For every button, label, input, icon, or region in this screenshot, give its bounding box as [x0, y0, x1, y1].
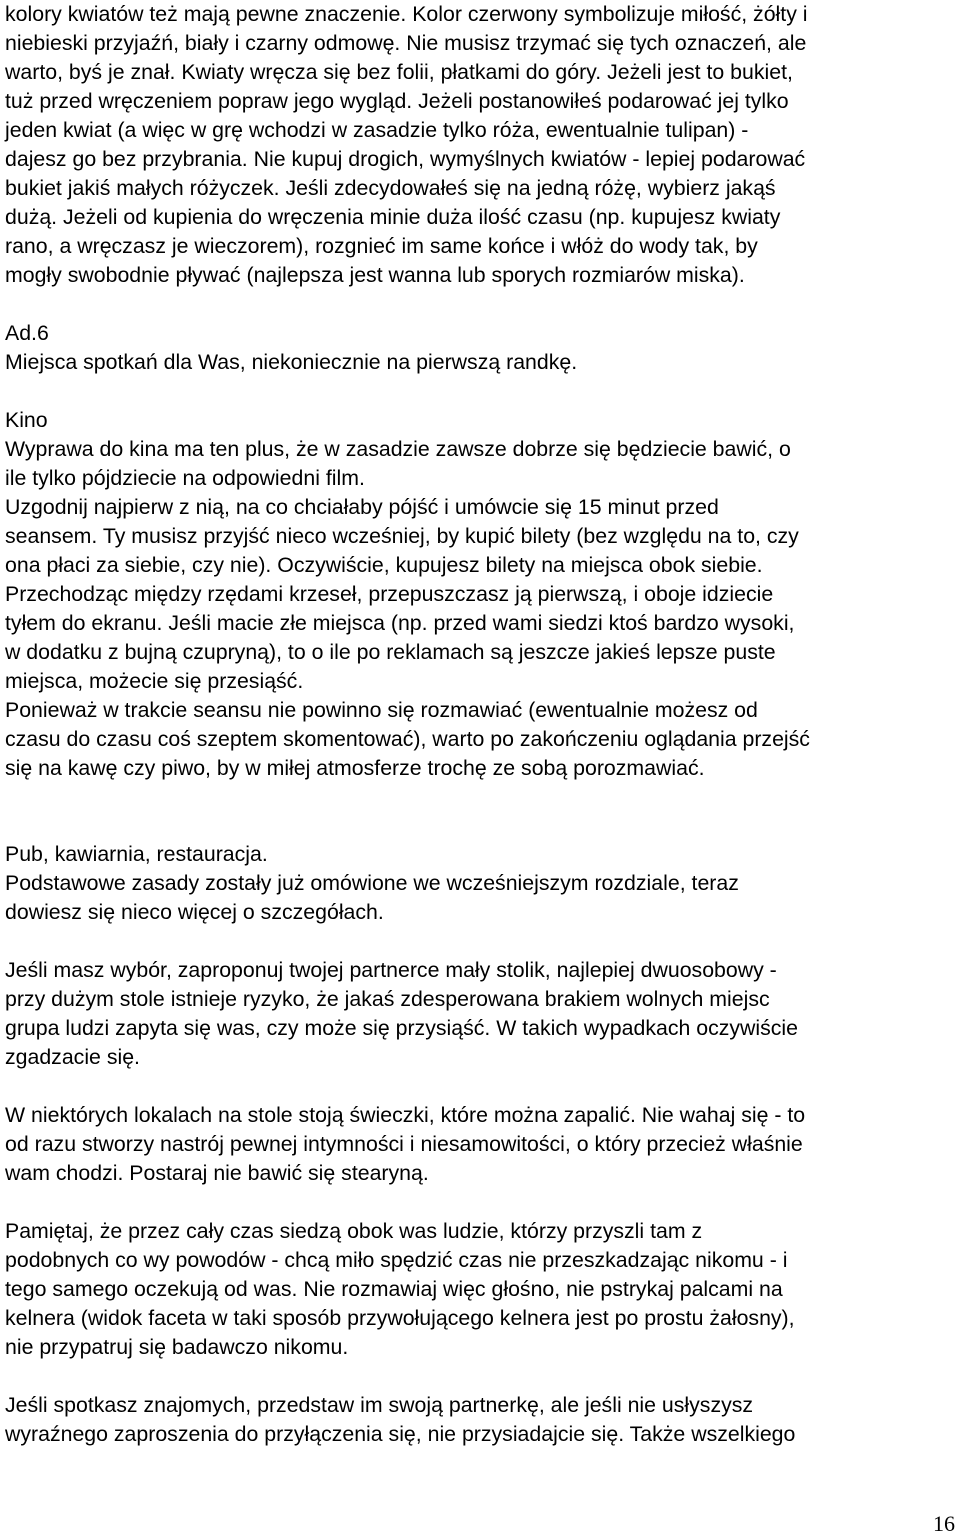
text-line: się na kawę czy piwo, by w miłej atmosferze trochę ze sobą porozmawiać. [5, 756, 705, 780]
text-line: grupa ludzi zapyta się was, czy może się przysiąść. W takich wypadkach oczywiście [5, 1016, 799, 1040]
text-line: jeden kwiat (a więc w grę wchodzi w zasadzie tylko róża, ewentualnie tulipan) - [5, 118, 749, 142]
text-line: Podstawowe zasady zostały już omówione we wcześniejszym rozdziale, teraz [5, 871, 739, 895]
text-line: dużą. Jeżeli od kupienia do wręczenia minie duża ilość czasu (np. kupujesz kwiaty [5, 205, 781, 229]
text-line: kelnera (widok faceta w taki sposób przywołującego kelnera jest po prostu żałosny), [5, 1306, 795, 1330]
paragraph-gap [5, 826, 955, 840]
section-number: Ad.6 [5, 321, 49, 345]
friends-paragraph [5, 1391, 955, 1449]
text-line: w dodatku z bujną czupryną), to o ile po reklamach są jeszcze jakieś lepsze puste [5, 640, 776, 664]
text-line: Jeśli masz wybór, zaproponuj twojej partnerce mały stolik, najlepiej dwuosobowy - [5, 958, 777, 982]
text-line: wyraźnego zaproszenia do przyłączenia się, nie przysiadajcie się. Także wszelkiego [5, 1422, 796, 1446]
pub-section [5, 840, 955, 927]
paragraph-gap [5, 783, 955, 826]
section-title: Miejsca spotkań dla Was, niekoniecznie na pierwszą randkę. [5, 350, 578, 374]
text-line: nie przypatruj się badawczo nikomu. [5, 1335, 349, 1359]
subsection-title: Pub, kawiarnia, restauracja. [5, 842, 268, 866]
text-line: mogły swobodnie pływać (najlepsza jest wanna lub sporych rozmiarów miska). [5, 263, 745, 287]
document-page [5, 0, 955, 1449]
text-line: podobnych co wy powodów - chcą miło spędzić czas nie przeszkadzając nikomu - i [5, 1248, 788, 1272]
text-line: Wyprawa do kina ma ten plus, że w zasadzie zawsze dobrze się będziecie bawić, o [5, 437, 791, 461]
people-paragraph [5, 1217, 955, 1362]
text-line: czasu do czasu coś szeptem skomentować), warto po zakończeniu oglądania przejść [5, 727, 810, 751]
text-line: Jeśli spotkasz znajomych, przedstaw im swoją partnerkę, ale jeśli nie usłyszysz [5, 1393, 754, 1417]
section-ad6 [5, 319, 955, 377]
text-line: zgadzacie się. [5, 1045, 140, 1069]
text-line: rano, a wręczasz je wieczorem), rozgnieć im same końce i włóż do wody tak, by [5, 234, 758, 258]
text-line: tego samego oczekują od was. Nie rozmawiaj więc głośno, nie pstrykaj palcami na [5, 1277, 783, 1301]
text-line: tyłem do ekranu. Jeśli macie złe miejsca (np. przed wami siedzi ktoś bardzo wysoki, [5, 611, 795, 635]
text-line: miejsca, możecie się przesiąść. [5, 669, 304, 693]
text-line: W niektórych lokalach na stole stoją świeczki, które można zapalić. Nie wahaj się - to [5, 1103, 806, 1127]
paragraph-gap [5, 927, 955, 956]
text-line: Przechodząc między rzędami krzeseł, przepuszczasz ją pierwszą, i oboje idziecie [5, 582, 774, 606]
text-line: Uzgodnij najpierw z nią, na co chciałaby pójść i umówcie się 15 minut przed [5, 495, 719, 519]
text-line: Ponieważ w trakcie seansu nie powinno się rozmawiać (ewentualnie możesz od [5, 698, 758, 722]
text-line: tuż przed wręczeniem popraw jego wygląd. Jeżeli postanowiłeś podarować jej tylko [5, 89, 789, 113]
text-line: dajesz go bez przybrania. Nie kupuj drogich, wymyślnych kwiatów - lepiej podarować [5, 147, 806, 171]
text-line: przy dużym stole istnieje ryzyko, że jakaś zdesperowana brakiem wolnych miejsc [5, 987, 770, 1011]
text-line: warto, byś je znał. Kwiaty wręcza się bez folii, płatkami do góry. Jeżeli jest to bukiet, [5, 60, 793, 84]
page-number: 16 [933, 1511, 955, 1536]
text-line: dowiesz się nieco więcej o szczegółach. [5, 900, 384, 924]
subsection-title: Kino [5, 408, 48, 432]
text-line: ile tylko pójdziecie na odpowiedni film. [5, 466, 365, 490]
candles-paragraph [5, 1101, 955, 1188]
text-line: bukiet jakiś małych różyczek. Jeśli zdecydowałeś się na jedną różę, wybierz jakąś [5, 176, 776, 200]
text-line: kolory kwiatów też mają pewne znaczenie. Kolor czerwony symbolizuje miłość, żółty i [5, 2, 808, 26]
text-line: seansem. Ty musisz przyjść nieco wcześniej, by kupić bilety (bez względu na to, czy [5, 524, 799, 548]
text-line: od razu stworzy nastrój pewnej intymności i niesamowitości, o który przecież właśnie [5, 1132, 803, 1156]
text-line: niebieski przyjaźń, biały i czarny odmowę. Nie musisz trzymać się tych oznaczeń, ale [5, 31, 807, 55]
paragraph-gap [5, 377, 955, 406]
table-paragraph [5, 956, 955, 1072]
paragraph-gap [5, 1072, 955, 1101]
paragraph-gap [5, 1188, 955, 1217]
text-line: ona płaci za siebie, czy nie). Oczywiście, kupujesz bilety na miejsca obok siebie. [5, 553, 763, 577]
kino-section [5, 406, 955, 783]
text-line: wam chodzi. Postaraj nie bawić się stearyną. [5, 1161, 429, 1185]
paragraph-gap [5, 1362, 955, 1391]
text-line: Pamiętaj, że przez cały czas siedzą obok was ludzie, którzy przyszli tam z [5, 1219, 703, 1243]
paragraph-gap [5, 290, 955, 319]
flowers-paragraph [5, 0, 955, 290]
